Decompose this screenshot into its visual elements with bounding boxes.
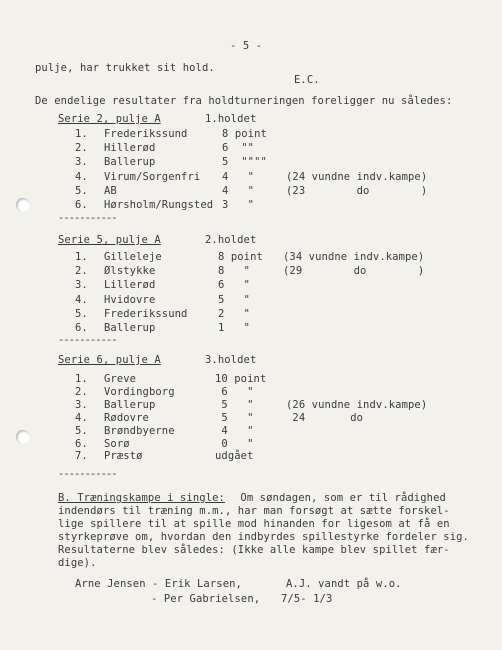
club-name: Ølstykke <box>104 265 156 278</box>
section-b-line-5: dige). <box>58 557 97 569</box>
tiebreak-note: (23 do ) <box>286 184 428 197</box>
intro-line: pulje, har trukket sit hold. <box>35 62 215 74</box>
heading: De endelige resultater fra holdturneringen foreligger nu således: <box>35 95 453 107</box>
points: 5 " <box>218 293 251 306</box>
club-name: Hvidovre <box>104 293 156 306</box>
initials: E.C. <box>294 74 320 86</box>
match-line-1-left: Arne Jensen - Erik Larsen, <box>75 578 242 590</box>
section-title: Serie 2, pulje A <box>58 113 161 125</box>
rank-number: 3. <box>75 279 88 292</box>
points: 8 point <box>218 251 263 263</box>
rank-number: 6. <box>75 322 88 334</box>
club-name: Sorø <box>104 437 130 450</box>
club-name: AB <box>104 184 117 197</box>
page-number: - 5 - <box>230 40 263 52</box>
rank-number: 5. <box>75 424 88 437</box>
points: 1 " <box>218 322 251 334</box>
rank-number: 4. <box>75 411 88 424</box>
club-name: Ballerup <box>104 156 156 169</box>
points: 4 " <box>215 424 254 437</box>
section-b-line-0: Om søndagen, som er til rådighed <box>234 492 446 504</box>
section-b-line-2: lige spillere til at spille mod hinanden for ligesom at få en <box>58 518 450 530</box>
tiebreak-note: (24 vundne indv.kampe) <box>286 170 428 183</box>
rank-number: 1. <box>75 251 88 263</box>
points: 5 " <box>215 398 254 411</box>
points: 5 " <box>215 411 254 424</box>
club-name: Virum/Sorgenfri <box>104 170 201 183</box>
separator-3: ----------- <box>58 468 117 480</box>
rank-number: 7. <box>75 450 88 463</box>
points: 6 " <box>218 279 251 292</box>
match-line-2-right: 7/5- 1/3 <box>281 593 333 605</box>
rank-number: 5. <box>75 184 88 197</box>
match-line-2-left: - Per Gabrielsen, <box>151 593 261 605</box>
club-name: Ballerup <box>104 398 156 411</box>
points: 2 " <box>218 307 251 320</box>
tiebreak-note: (34 vundne indv.kampe) <box>283 251 425 263</box>
points: 0 " <box>215 437 254 450</box>
rank-number: 3. <box>75 156 88 169</box>
points: 3 " <box>222 199 255 211</box>
club-name: Ballerup <box>104 322 156 334</box>
club-name: Greve <box>104 373 137 385</box>
rank-number: 1. <box>75 373 88 385</box>
section-b-line-4: Resultaterne blev således: (Ikke alle kampe blev spillet fær- <box>58 544 450 556</box>
points: 6 "" <box>222 142 255 155</box>
points: 4 " <box>222 184 255 197</box>
club-name: Præstø <box>104 450 143 463</box>
points: 6 " <box>215 385 254 398</box>
rank-number: 6. <box>75 199 88 211</box>
rank-number: 5. <box>75 307 88 320</box>
punch-hole-bottom <box>16 430 30 444</box>
rank-number: 2. <box>75 142 88 155</box>
club-name: Rødovre <box>104 411 149 424</box>
points: 5 """" <box>222 156 267 169</box>
tiebreak-note: (26 vundne indv.kampe) <box>286 398 428 411</box>
section-hold: 2.holdet <box>205 234 257 246</box>
club-name: Hillerød <box>104 142 156 155</box>
club-name: Hørsholm/Rungsted <box>104 199 214 211</box>
rank-number: 2. <box>75 265 88 278</box>
points: 8 point <box>222 128 267 140</box>
points: 8 " <box>218 265 251 278</box>
section-title: Serie 5, pulje A <box>58 234 161 246</box>
rank-number: 4. <box>75 170 88 183</box>
section-b-line-1: indendørs til træning m.m., har man forsøgt at sætte forskel- <box>58 505 450 517</box>
section-hold: 3.holdet <box>205 354 257 366</box>
punch-hole-top <box>16 198 30 212</box>
club-name: Brøndbyerne <box>104 424 175 437</box>
section-b-label: B. Træningskampe i single: <box>58 492 225 504</box>
club-name: Gilleleje <box>104 251 162 263</box>
tiebreak-note: (29 do ) <box>283 265 425 278</box>
match-line-1-right: A.J. vandt på w.o. <box>286 578 402 590</box>
club-name: Frederikssund <box>104 128 188 140</box>
points: 4 " <box>222 170 255 183</box>
club-name: Frederikssund <box>104 307 188 320</box>
section-hold: 1.holdet <box>205 113 257 125</box>
points: 10 point <box>215 373 267 385</box>
club-name: Lillerød <box>104 279 156 292</box>
separator-2: ----------- <box>58 334 117 346</box>
rank-number: 6. <box>75 437 88 450</box>
club-name: Vordingborg <box>104 385 175 398</box>
separator-1: ----------- <box>58 212 117 224</box>
rank-number: 4. <box>75 293 88 306</box>
rank-number: 2. <box>75 385 88 398</box>
rank-number: 3. <box>75 398 88 411</box>
section-title: Serie 6, pulje A <box>58 354 161 366</box>
rank-number: 1. <box>75 128 88 140</box>
tiebreak-note: 24 do <box>286 411 364 424</box>
points: udgået <box>215 450 254 463</box>
section-b-line-3: styrkeprøve om, hvordan den indbyrdes spillestyrke fordeler sig. <box>58 531 469 543</box>
